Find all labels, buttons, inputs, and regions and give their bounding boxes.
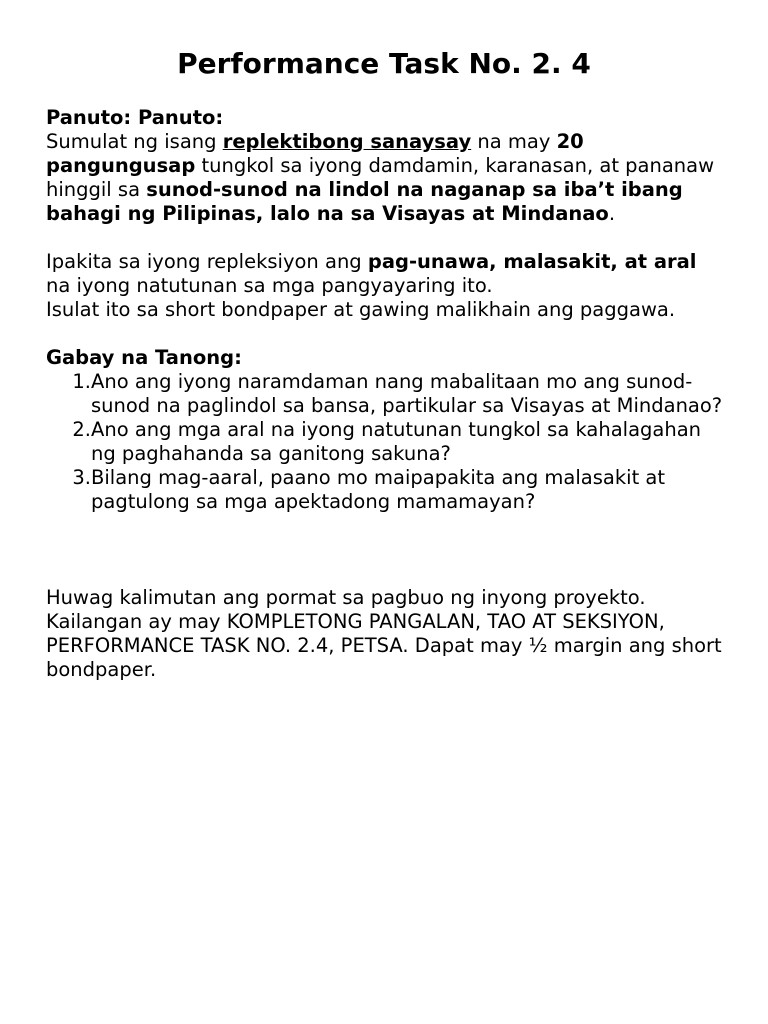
panuto-heading: Panuto: Panuto:	[46, 106, 224, 129]
gabay-heading: Gabay na Tanong:	[46, 346, 242, 369]
list-item	[46, 418, 726, 466]
paalala-line-1: Huwag kalimutan ang pormat sa pagbuo ng inyong proyekto.	[46, 586, 646, 609]
question-text: Ano ang iyong naramdaman nang mabalitaan mo ang sunod-sunod na paglindol sa bansa, partikular sa Visayas at Mindanao?	[91, 370, 723, 417]
panuto-paragraph-1	[46, 130, 726, 226]
p2-text-1: Ipakita sa iyong repleksiyon ang	[46, 250, 368, 273]
p1-text-1: Sumulat ng isang	[46, 130, 223, 153]
question-text: Ano ang mga aral na iyong natutunan tungkol sa kahalagahan ng paghahanda sa ganitong sakuna?	[91, 418, 702, 465]
p1-text-5: tungkol sa iyong damdamin, karanasan, at pananaw hinggil sa	[46, 154, 715, 201]
question-list	[46, 370, 726, 514]
p2-bold-values: pag-unawa, malasakit, at aral	[367, 250, 697, 273]
p1-bold-count: 20 pangungusap	[46, 130, 584, 177]
p1-text-3: na may	[471, 130, 557, 153]
paalala-line-2: Kailangan ay may KOMPLETONG PANGALAN, TAO AT SEKSIYON, PERFORMANCE TASK NO. 2.4, PETSA. Dapat may ½ margin ang short bondpaper.	[46, 610, 722, 681]
p1-bold-topic: sunod-sunod na lindol na naganap sa iba’t ibang bahagi ng Pilipinas, lalo na sa Visayas at Mindanao	[46, 178, 683, 225]
question-number: 2.	[72, 418, 91, 441]
document-page	[46, 0, 726, 682]
panuto-paragraph-3: Isulat ito sa short bondpaper at gawing malikhain ang paggawa.	[46, 298, 676, 321]
panuto-paragraph-2	[46, 250, 726, 298]
list-item	[46, 466, 726, 514]
question-number: 3.	[72, 466, 91, 489]
p1-underlined-term: replektibong sanaysay	[222, 130, 472, 153]
p2-text-3: na iyong natutunan sa mga pangyayaring ito.	[46, 274, 493, 297]
question-text: Bilang mag-aaral, paano mo maipapakita ang malasakit at pagtulong sa mga apektadong mamamayan?	[91, 466, 666, 513]
page-title: Performance Task No. 2. 4	[177, 47, 591, 80]
p1-text-7: .	[608, 202, 616, 225]
question-number: 1.	[72, 370, 91, 393]
list-item	[46, 370, 726, 418]
